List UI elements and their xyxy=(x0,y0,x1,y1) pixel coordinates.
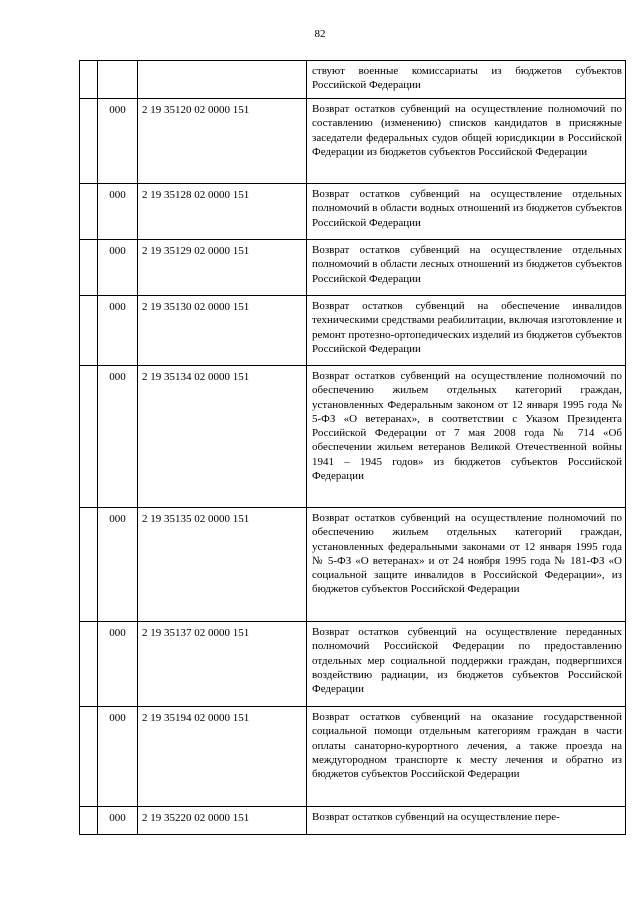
admin-code-cell: 000 xyxy=(98,296,138,366)
table-row xyxy=(80,366,626,508)
table-row xyxy=(80,622,626,707)
empty-cell xyxy=(80,807,98,835)
budget-code-cell xyxy=(138,61,307,99)
admin-code-cell: 000 xyxy=(98,807,138,835)
budget-code-cell: 2 19 35120 02 0000 151 xyxy=(138,99,307,184)
empty-cell xyxy=(80,240,98,296)
budget-code-cell: 2 19 35194 02 0000 151 xyxy=(138,707,307,807)
admin-code-cell: 000 xyxy=(98,184,138,240)
budget-code-cell: 2 19 35135 02 0000 151 xyxy=(138,508,307,622)
table-row xyxy=(80,807,626,835)
page-number: 82 xyxy=(314,28,326,40)
table-row xyxy=(80,61,626,99)
table-row xyxy=(80,707,626,807)
budget-code-cell: 2 19 35128 02 0000 151 xyxy=(138,184,307,240)
description-cell: ствуют военные комиссариаты из бюджетов субъектов Российской Федерации xyxy=(307,61,626,99)
empty-cell xyxy=(80,99,98,184)
admin-code-cell: 000 xyxy=(98,366,138,508)
budget-code-cell: 2 19 35134 02 0000 151 xyxy=(138,366,307,508)
empty-cell xyxy=(80,622,98,707)
empty-cell xyxy=(80,508,98,622)
empty-cell xyxy=(80,184,98,240)
budget-code-cell: 2 19 35220 02 0000 151 xyxy=(138,807,307,835)
table-row xyxy=(80,184,626,240)
budget-code-cell: 2 19 35129 02 0000 151 xyxy=(138,240,307,296)
admin-code-cell: 000 xyxy=(98,240,138,296)
admin-code-cell: 000 xyxy=(98,508,138,622)
admin-code-cell xyxy=(98,61,138,99)
description-cell: Возврат остатков субвенций на осуществление отдельных полномочий в области лесных отношений из бюджетов субъектов Российской Федерации xyxy=(307,240,626,296)
empty-cell xyxy=(80,296,98,366)
empty-cell xyxy=(80,707,98,807)
budget-code-cell: 2 19 35137 02 0000 151 xyxy=(138,622,307,707)
description-cell: Возврат остатков субвенций на осуществление полномочий по обеспечению жильем отдельных категорий граждан, установленных Федеральным законом от 12 января 1995 года № 5-ФЗ «О ветеранах», в соответствии с Указом Президента Российской Федерации от 7 мая 2008 года № 714 «Об обеспечении жильем ветеранов Великой Отечественной войны 1941 – 1945 годов» из бюджетов субъектов Российской Федерации xyxy=(307,366,626,508)
description-cell: Возврат остатков субвенций на оказание государственной социальной помощи отдельным категориям граждан в части оплаты санаторно-курортного лечения, а также проезда на междугородном транспорте к месту лечения и обратно из бюджетов субъектов Российской Федерации xyxy=(307,707,626,807)
empty-cell xyxy=(80,366,98,508)
table-row xyxy=(80,296,626,366)
description-cell: Возврат остатков субвенций на осуществление полномочий по составлению (изменению) списков кандидатов в присяжные заседатели федеральных судов общей юрисдикции в Российской Федерации из бюджетов субъектов Российской Федерации xyxy=(307,99,626,184)
description-cell: Возврат остатков субвенций на осуществление полномочий по обеспечению жильем отдельных категорий граждан, установленных федеральными законами от 12 января 1995 года № 5-ФЗ «О ветеранах» и от 24 ноября 1995 года № 181-ФЗ «О социальной защите инвалидов в Российской Федерации», из бюджетов субъектов Российской Федерации xyxy=(307,508,626,622)
budget-codes-table xyxy=(79,60,626,835)
description-cell: Возврат остатков субвенций на обеспечение инвалидов техническими средствами реабилитации, включая изготовление и ремонт протезно-ортопедических изделий из бюджетов субъектов Российской Федерации xyxy=(307,296,626,366)
description-cell: Возврат остатков субвенций на осуществление пере- xyxy=(307,807,626,835)
description-cell: Возврат остатков субвенций на осуществление отдельных полномочий в области водных отношений из бюджетов субъектов Российской Федерации xyxy=(307,184,626,240)
table-row xyxy=(80,99,626,184)
admin-code-cell: 000 xyxy=(98,99,138,184)
table-row xyxy=(80,508,626,622)
admin-code-cell: 000 xyxy=(98,622,138,707)
description-cell: Возврат остатков субвенций на осуществление переданных полномочий Российской Федерации по предоставлению отдельных мер социальной поддержки граждан, подвергшихся воздействию радиации, из бюджетов субъектов Российской Федерации xyxy=(307,622,626,707)
admin-code-cell: 000 xyxy=(98,707,138,807)
empty-cell xyxy=(80,61,98,99)
budget-code-cell: 2 19 35130 02 0000 151 xyxy=(138,296,307,366)
table-row xyxy=(80,240,626,296)
